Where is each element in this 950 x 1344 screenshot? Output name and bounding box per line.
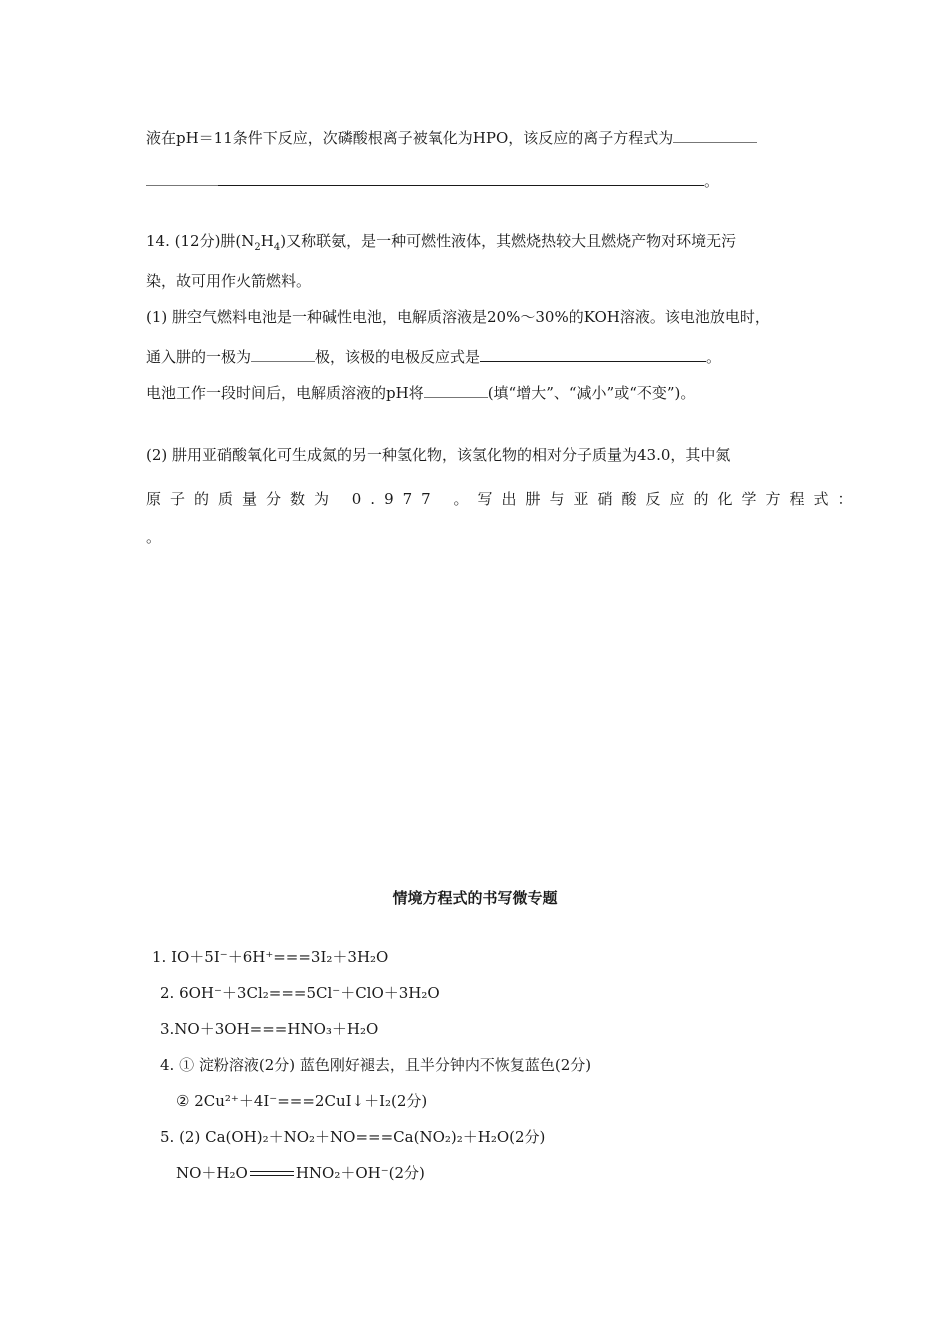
q14-part1-line3: 电池工作一段时间后，电解质溶液的pH将 (填“增大”、“减小”或“不变”)。 [146, 384, 696, 402]
answer-5-1: 5. (2) Ca(OH)₂＋NO₂＋NO===Ca(NO₂)₂＋H₂O(2分) [160, 1128, 546, 1146]
q14-part1-line1: (1) 肼空气燃料电池是一种碱性电池，电解质溶液是20%～30%的KOH溶液。该电池放电时， [146, 308, 770, 326]
q14-header: 14. (12分)肼$(N_2H_4)$又称联氨，是一种可燃性液体，其燃烧热较大且燃烧产物对环境无污 [146, 232, 737, 253]
ph-change-blank[interactable] [424, 383, 488, 398]
q14-line2: 染，故可用作火箭燃料。 [146, 272, 312, 290]
answer-4-1: 4. ① 淀粉溶液(2分) 蓝色刚好褪去，且半分钟内不恢复蓝色(2分) [160, 1056, 592, 1074]
q14-part1-line2: 通入肼的一极为 极，该极的电极反应式是 。 [146, 348, 722, 366]
q13-period: 。 [704, 172, 720, 190]
question-number: 14. [146, 232, 170, 250]
electrode-equation-blank[interactable] [480, 347, 706, 362]
answer-1: 1. IO＋5I⁻＋6H⁺===3I₂＋3H₂O [152, 948, 389, 966]
answers-title: 情境方程式的书写微专题 [392, 889, 558, 907]
answer-4-2: ② 2Cu²⁺＋4I⁻===2CuI↓＋I₂(2分) [176, 1092, 428, 1110]
answer-blank[interactable] [673, 128, 757, 143]
q13-tail-text: 液在pH＝11条件下反应，次磷酸根离子被氧化为HPO，该反应的离子方程式为 [146, 129, 674, 147]
answer-2: 2. 6OH⁻＋3Cl₂===5Cl⁻＋ClO＋3H₂O [160, 984, 440, 1002]
q13-tail-line1 [146, 127, 757, 149]
q14-part2-line1: (2) 肼用亚硝酸氧化可生成氮的另一种氢化物，该氢化物的相对分子质量为43.0，其中氮 [146, 446, 731, 464]
electrode-blank[interactable] [251, 347, 315, 362]
q14-part2-line3: 。 [146, 528, 162, 546]
q13-tail-line2 [146, 170, 719, 192]
answer-3: 3.NO＋3OH===HNO₃＋H₂O [160, 1020, 379, 1038]
reversible-arrow-icon [250, 1170, 294, 1178]
q14-part2-line2: 原子的质量分数为 0.977 。写出肼与亚硝酸反应的化学方程式： [146, 490, 862, 508]
answer-blank[interactable] [218, 171, 704, 186]
answer-5-2: NO＋H₂O HNO₂＋OH⁻(2分) [176, 1164, 425, 1182]
answer-blank[interactable] [146, 171, 218, 186]
